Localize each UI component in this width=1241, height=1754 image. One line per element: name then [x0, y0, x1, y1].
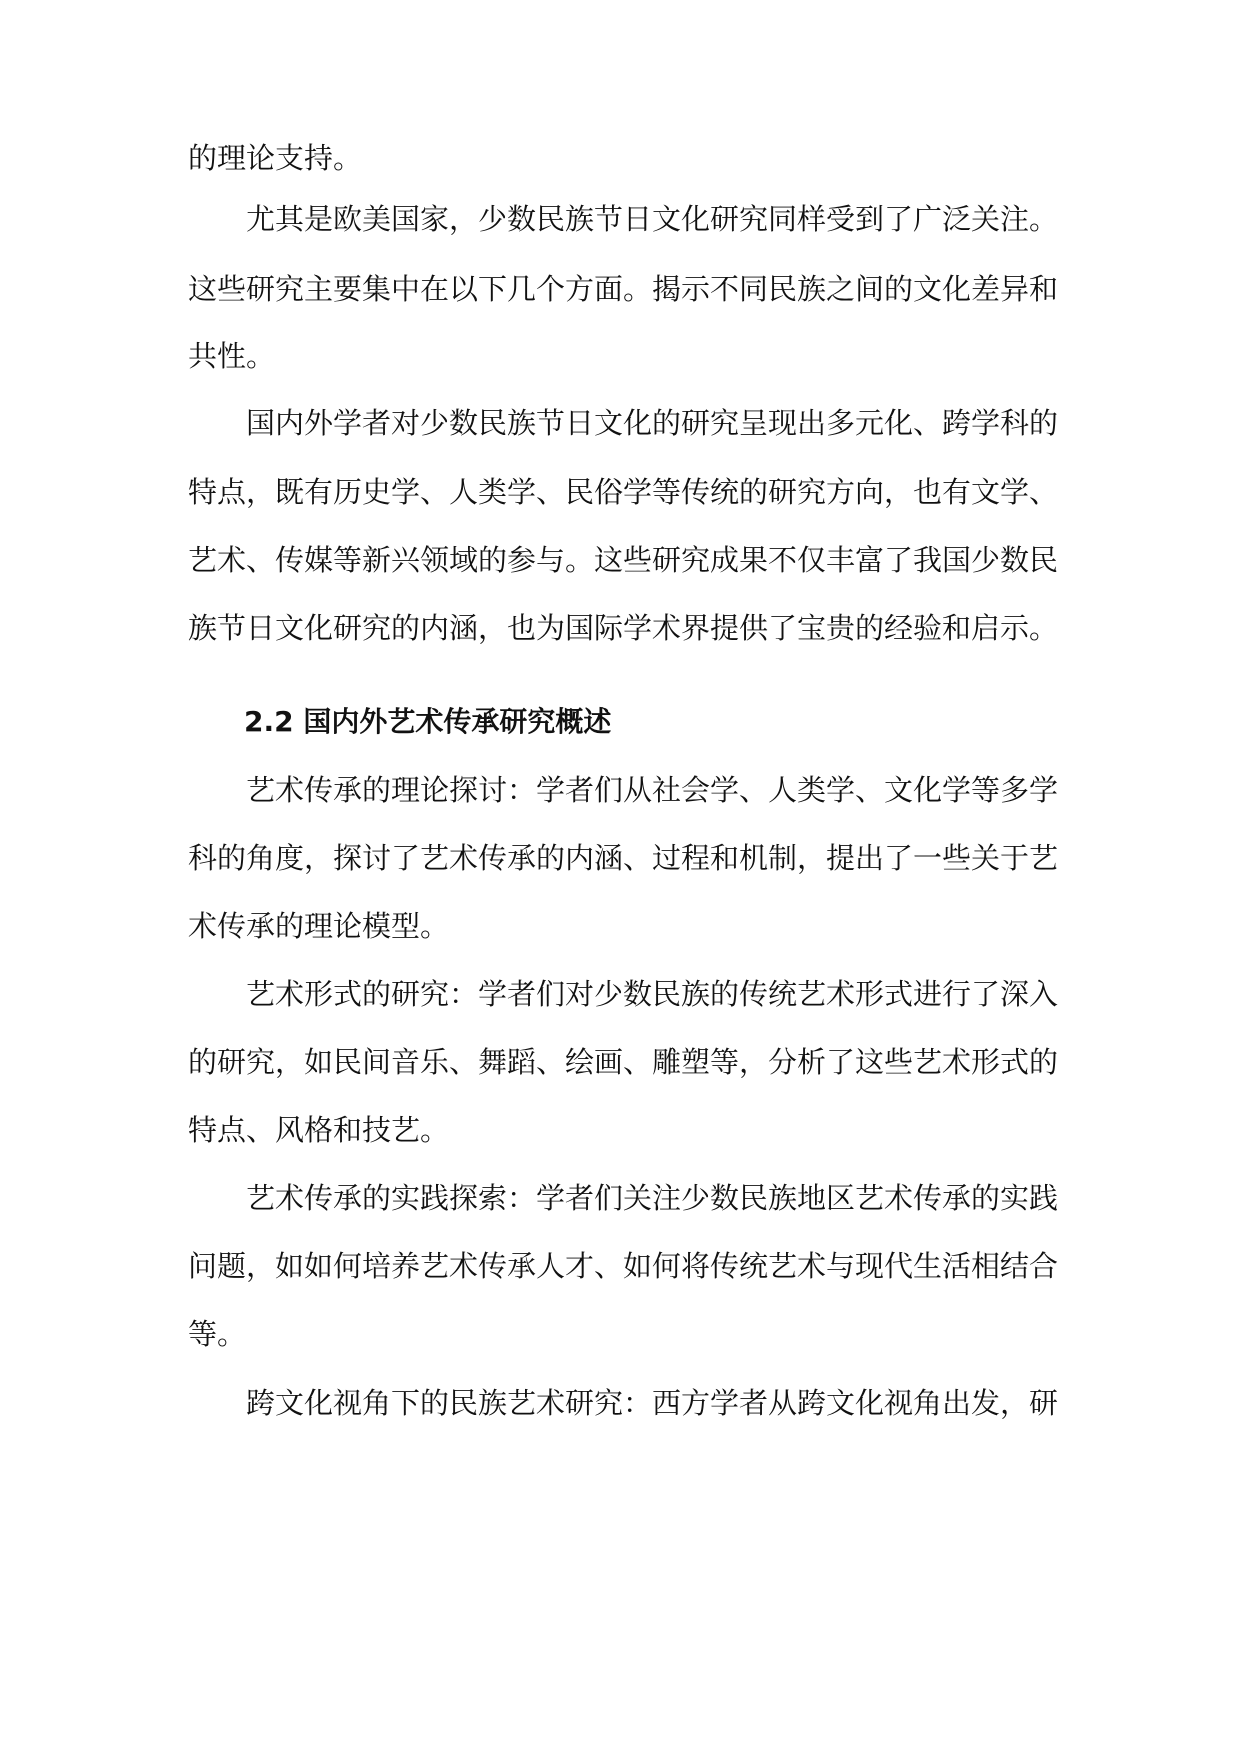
- paragraph-line: 特点、风格和技艺。: [188, 1113, 450, 1147]
- paragraph-line: 尤其是欧美国家，少数民族节日文化研究同样受到了广泛关注。: [246, 202, 1059, 236]
- paragraph-line: 术传承的理论模型。: [188, 909, 450, 943]
- paragraph-line: 艺术传承的理论探讨：学者们从社会学、人类学、文化学等多学: [246, 773, 1059, 807]
- paragraph-line: 国内外学者对少数民族节日文化的研究呈现出多元化、跨学科的: [246, 406, 1059, 440]
- paragraph-line: 等。: [188, 1317, 247, 1351]
- paragraph-line: 的研究，如民间音乐、舞蹈、绘画、雕塑等，分析了这些艺术形式的: [188, 1045, 1059, 1079]
- paragraph-line: 跨文化视角下的民族艺术研究：西方学者从跨文化视角出发，研: [246, 1386, 1059, 1420]
- paragraph-line: 族节日文化研究的内涵，也为国际学术界提供了宝贵的经验和启示。: [188, 611, 1059, 645]
- paragraph-line: 的理论支持。: [188, 141, 363, 175]
- paragraph-line: 艺术、传媒等新兴领域的参与。这些研究成果不仅丰富了我国少数民: [188, 543, 1059, 577]
- paragraph-line: 这些研究主要集中在以下几个方面。揭示不同民族之间的文化差异和: [188, 272, 1059, 306]
- paragraph-line: 艺术传承的实践探索：学者们关注少数民族地区艺术传承的实践: [246, 1181, 1059, 1215]
- paragraph-line: 科的角度，探讨了艺术传承的内涵、过程和机制，提出了一些关于艺: [188, 841, 1059, 875]
- paragraph-line: 特点，既有历史学、人类学、民俗学等传统的研究方向，也有文学、: [188, 475, 1059, 509]
- paragraph-line: 共性。: [188, 339, 276, 373]
- section-heading: 2.2 国内外艺术传承研究概述: [244, 705, 612, 738]
- paragraph-line: 艺术形式的研究：学者们对少数民族的传统艺术形式进行了深入: [246, 977, 1059, 1011]
- paragraph-line: 问题，如如何培养艺术传承人才、如何将传统艺术与现代生活相结合: [188, 1249, 1059, 1283]
